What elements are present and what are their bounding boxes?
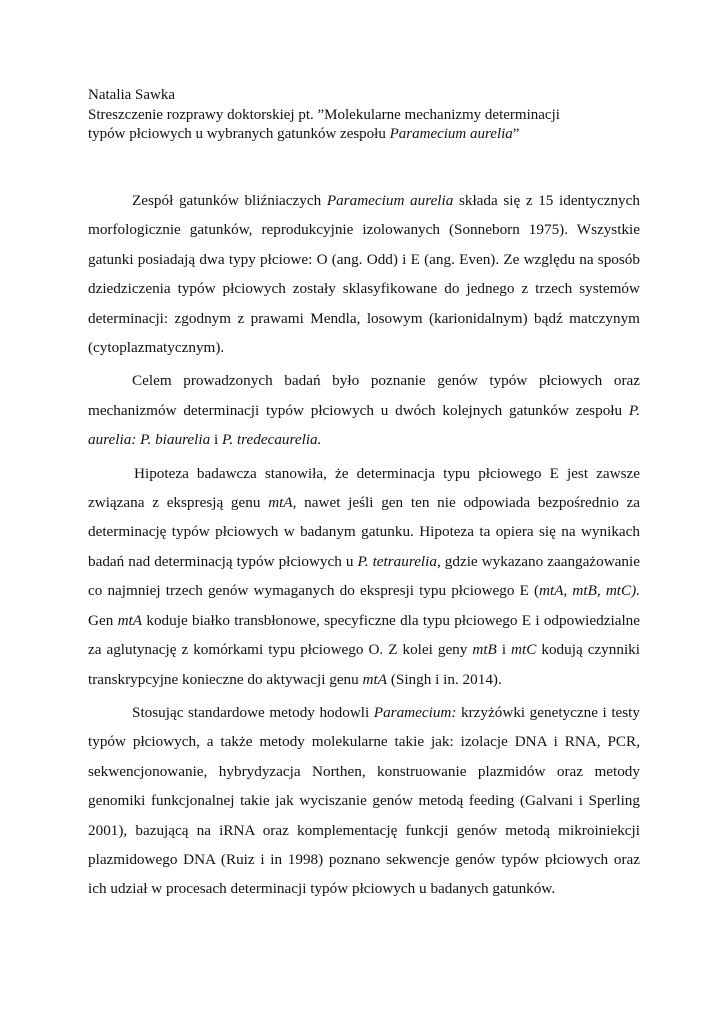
title-line-2-prefix: typów płciowych u wybranych gatunków zespołu [88,126,390,142]
p3-text-k: i [496,641,512,659]
p4-genus: Paramecium: [373,703,457,721]
p2-species-b: P. aurelia: P. biaurelia [88,401,640,449]
p3-text-c: , nawet jeśli gen ten nie odpowiada bezpośrednio za determinację typów płciowych w badanym gatunku. Hipoteza ta opiera się na wynikach badań nad determinacją typów płciowych u [88,494,640,570]
document-header [88,86,648,145]
p3-text-o: (Singh i in. 2014). [387,670,502,688]
title-line-2 [88,125,648,145]
paragraph-3 [88,459,640,694]
author-name: Natalia Sawka [88,87,176,103]
paragraph-2 [88,366,640,454]
p3-text-g: Gen [88,611,118,629]
p4-text-a: Stosując standardowe metody hodowli [132,703,374,721]
p3-text-a: Hipoteza badawcza stanowiła, że determinacja typu płciowego E jest zawsze związana z ekspresją genu [88,464,640,512]
paragraph-1 [88,186,640,362]
p1-species: Paramecium aurelia [326,192,454,209]
p3-gene-l: mtC [511,641,537,659]
p2-text-a: Celem prowadzonych badań było poznanie genów typów płciowych oraz mechanizmów determinacji typów płciowych u dwóch kolejnych gatunków zespołu [88,372,640,419]
p1-text-a: Zespół gatunków bliźniaczych [132,192,327,209]
p1-text-c: składa się z 15 identycznych morfologicznie gatunków, reprodukcyjnie izolowanych (Sonneborn 1975). Wszystkie gatunki posiadają dwa typy płciowe: O (ang. Odd) i E (ang. Even). Ze względu na sposób dziedziczenia typów płciowych zostały sklasyfikowane do jednego z trzech systemów determinacji: zgodnym z prawami Mendla, losowym (karionidalnym) bądź matczynym (cytoplazmatycznym). [88,192,640,357]
p4-text-c: krzyżówki genetyczne i testy typów płciowych, a także metody molekularne takie jak: izolacje DNA i RNA, PCR, sekwencjonowanie, hybrydyzacja Northen, konstruowanie plazmidów oraz metody genomiki funkcjonalnej takie jak wyciszanie genów metodą feeding (Galvani i Sperling 2001), bazującą na iRNA oraz komplementację funkcji genów metodą mikroiniekcji plazmidowego DNA (Ruiz i in 1998) poznano sekwencje genów typów płciowych oraz ich udział w procesach determinacji typów płciowych u badanych gatunków. [88,703,641,898]
title-species: Paramecium aurelia [389,126,513,142]
p3-text-i: koduje białko transbłonowe, specyficzne dla typu płciowego E i odpowiedzialne za aglutynację z komórkami typu płciowego O. Z kolei geny [88,611,640,659]
p3-text-m: kodują czynniki transkrypcyjne konieczne do aktywacji genu [88,641,640,688]
p3-gene-h: mtA [117,611,143,629]
p3-gene-j: mtB [472,641,497,659]
title-line-2-suffix: ” [512,126,520,142]
p3-species-d: P. tetraurelia, [357,552,441,570]
p3-text-e: gdzie wykazano zaangażowanie co najmniej trzech genów wymaganych do ekspresji typu płciowego E ( [88,552,640,600]
p3-gene-n: mtA [362,670,388,688]
paragraph-4 [88,698,640,904]
document-body [88,186,640,908]
p2-species-d: P. tredecaurelia. [222,431,322,449]
p3-gene-b: mtA [268,494,293,512]
p3-genes-f: mtA, mtB, mtC). [539,582,640,600]
p2-text-c: i [210,431,223,449]
title-line-1: Streszczenie rozprawy doktorskiej pt. ”Molekularne mechanizmy determinacji [88,106,560,123]
